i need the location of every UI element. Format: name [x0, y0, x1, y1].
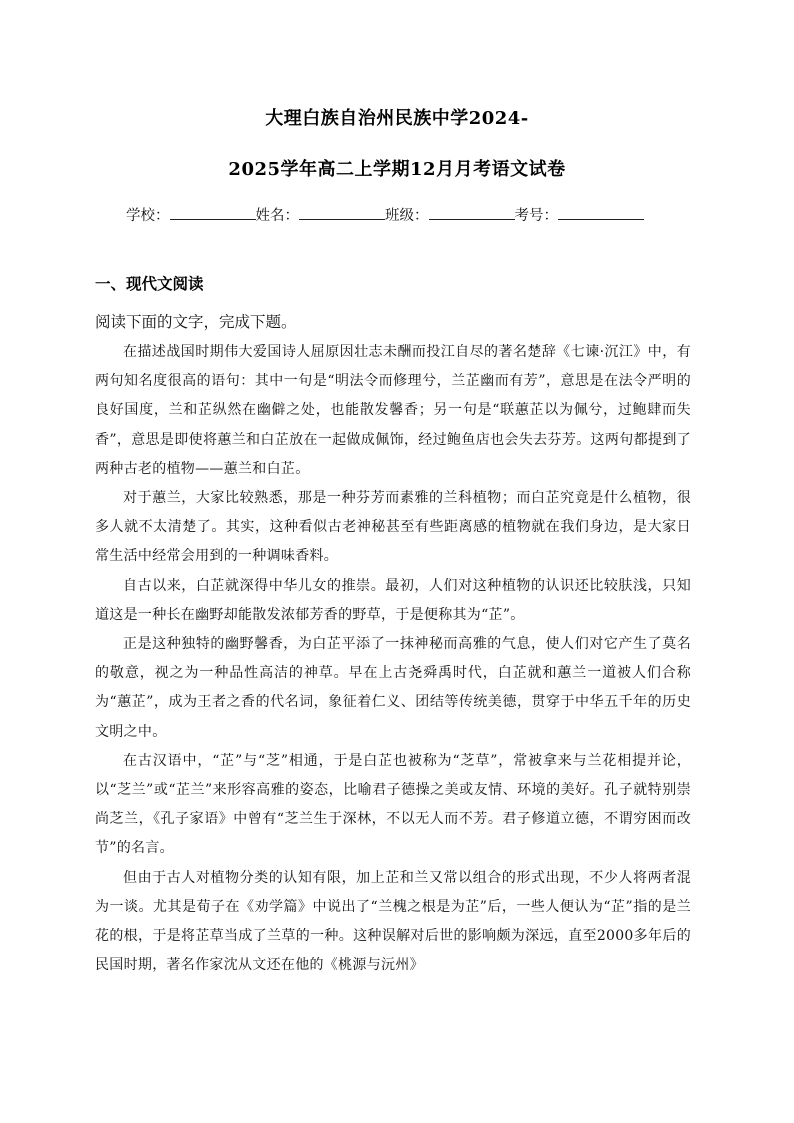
name-label: 姓名： — [255, 208, 299, 224]
passage-paragraph-3: 自古以来，白芷就深得中华儿女的推崇。最初，人们对这种植物的认识还比较肤浅，只知道这是一种长在幽野却能散发浓郁芳香的野草，于是便称其为“芷”。 — [95, 577, 691, 623]
passage-paragraph-2: 对于蕙兰，大家比较熟悉，那是一种芬芳而素雅的兰科植物；而白芷究竟是什么植物，很多人就不太清楚了。其实，这种看似古老神秘甚至有些距离感的植物就在我们身边，是大家日常生活中经常会用到的一种调味香料。 — [95, 490, 691, 565]
student-info-fields — [126, 204, 686, 225]
passage-paragraph-6: 但由于古人对植物分类的认知有限，加上芷和兰又常以组合的形式出现，不少人将两者混为一谈。尤其是荀子在《劝学篇》中说出了“兰槐之根是为芷”后，一些人便认为“芷”指的是兰花的根，于是将芷草当成了兰草的一种。这种误解对后世的影响颇为深远，直至2000多年后的民国时期，著名作家沈从文还在他的《桃源与沅州》 — [95, 869, 691, 974]
reading-instruction: 阅读下面的文字，完成下题。 — [95, 313, 297, 331]
reading-passage — [95, 338, 691, 980]
passage-paragraph-4: 正是这种独特的幽野馨香，为白芷平添了一抹神秘而高雅的气息，使人们对它产生了莫名的敬意，视之为一种品性高洁的神草。早在上古尧舜禹时代，白芷就和蕙兰一道被人们合称为“蕙芷”，成为王者之香的代名词，象征着仁义、团结等传统美德，贯穿于中华五千年的历史文明之中。 — [95, 636, 691, 740]
exam-title-line1: 大理白族自治州民族中学2024- — [265, 108, 529, 129]
school-blank[interactable] — [170, 205, 256, 220]
school-label: 学校： — [126, 208, 170, 224]
name-field — [256, 204, 386, 225]
school-field — [126, 204, 256, 225]
class-field — [385, 204, 515, 225]
class-blank[interactable] — [429, 205, 515, 220]
class-label: 班级： — [385, 208, 429, 224]
name-blank[interactable] — [299, 205, 385, 220]
exam-number-field — [515, 204, 645, 225]
exam-title-line2: 2025学年高二上学期12月月考语文试卷 — [228, 159, 566, 180]
exam-number-blank[interactable] — [558, 205, 644, 220]
passage-paragraph-5: 在古汉语中，“芷”与“芝”相通，于是白芷也被称为“芝草”，常被拿来与兰花相提并论，以“芝兰”或“芷兰”来形容高雅的姿态，比喻君子德操之美或友情、环境的美好。孔子就特别崇尚芝兰，《孔子家语》中曾有“芝兰生于深林，不以无人而不芳。君子修道立德，不谓穷困而改节”的名言。 — [95, 752, 691, 857]
passage-paragraph-1: 在描述战国时期伟大爱国诗人屈原因壮志未酬而投江自尽的著名楚辞《七谏·沉江》中，有两句知名度很高的语句：其中一句是“明法令而修理兮，兰芷幽而有芳”，意思是在法令严明的良好国度，兰和芷纵然在幽僻之处，也能散发馨香；另一句是“联蕙芷以为佩兮，过鲍肆而失香”，意思是即使将蕙兰和白芷放在一起做成佩饰，经过鲍鱼店也会失去芬芳。这两句都提到了两种古老的植物——蕙兰和白芷。 — [95, 344, 691, 477]
section-heading: 一、现代文阅读 — [95, 275, 204, 293]
exam-number-label: 考号： — [514, 208, 558, 224]
